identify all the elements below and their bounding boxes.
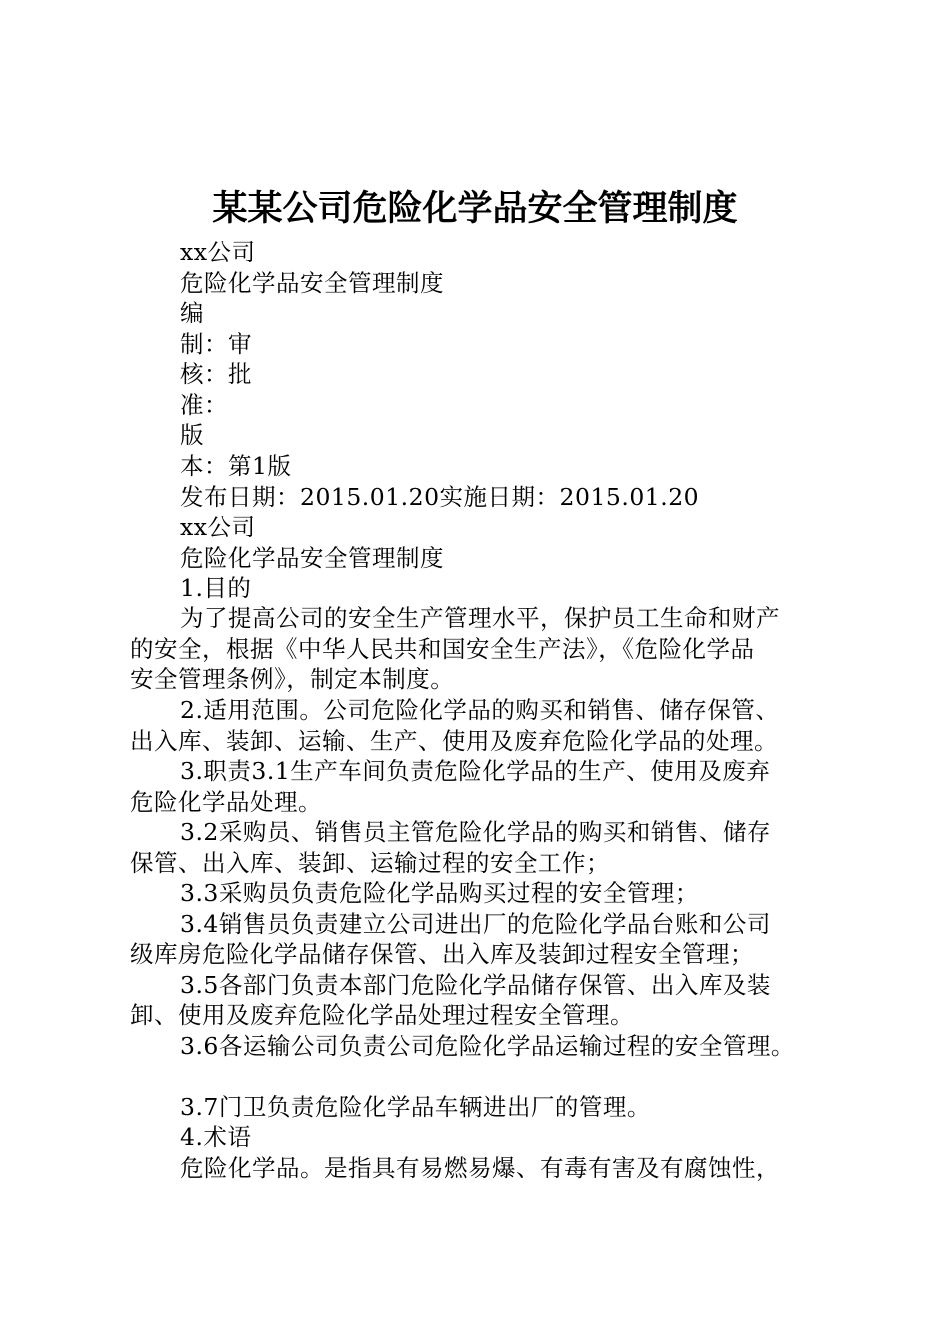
document-title: 某某公司危险化学品安全管理制度 xyxy=(212,188,738,229)
header-line-version: 本：第1版 xyxy=(180,452,292,480)
duty-3-1-line-2: 危险化学品处理。 xyxy=(130,788,322,816)
duty-3-5-line-1: 3.5各部门负责本部门危险化学品储存保管、出入库及装 xyxy=(180,971,771,999)
terms-line-1: 危险化学品。是指具有易燃易爆、有毒有害及有腐蚀性， xyxy=(180,1154,780,1182)
header-line-dates: 发布日期：2015.01.20实施日期：2015.01.20 xyxy=(180,483,700,511)
header-line-zhi-shen: 制：审 xyxy=(180,330,252,358)
duty-3-7: 3.7门卫负责危险化学品车辆进出厂的管理。 xyxy=(180,1093,651,1121)
header-line-he-pi: 核：批 xyxy=(180,360,252,388)
duty-3-6: 3.6各运输公司负责公司危险化学品运输过程的安全管理。 xyxy=(180,1032,795,1060)
purpose-line-3: 安全管理条例》，制定本制度。 xyxy=(130,665,455,693)
purpose-line-1: 为了提高公司的安全生产管理水平，保护员工生命和财产 xyxy=(180,604,780,632)
section-terms-heading: 4.术语 xyxy=(180,1123,252,1151)
duty-3-4-line-2: 级库房危险化学品储存保管、出入库及装卸过程安全管理； xyxy=(130,940,754,968)
header-doc-name: 危险化学品安全管理制度 xyxy=(180,269,444,297)
duty-3-5-line-2: 卸、使用及废弃危险化学品处理过程安全管理。 xyxy=(130,1001,634,1029)
scope-line-1: 2.适用范围。公司危险化学品的购买和销售、储存保管、 xyxy=(180,696,780,724)
section-purpose-heading: 1.目的 xyxy=(180,574,252,602)
header-company: xx公司 xyxy=(180,238,256,266)
purpose-line-2: 的安全，根据《中华人民共和国安全生产法》，《危险化学品 xyxy=(130,635,755,663)
scope-line-2: 出入库、装卸、运输、生产、使用及废弃危险化学品的处理。 xyxy=(130,727,778,755)
header-line-zhun: 准： xyxy=(180,391,228,419)
header-line-bian: 编 xyxy=(180,299,204,327)
body-company: xx公司 xyxy=(180,513,256,541)
duty-3-2-line-1: 3.2采购员、销售员主管危险化学品的购买和销售、储存 xyxy=(180,818,771,846)
duty-3-2-line-2: 保管、出入库、装卸、运输过程的安全工作； xyxy=(130,849,610,877)
duty-3-1-line-1: 3.职责3.1生产车间负责危险化学品的生产、使用及废弃 xyxy=(180,757,771,785)
duty-3-4-line-1: 3.4销售员负责建立公司进出厂的危险化学品台账和公司 xyxy=(180,910,771,938)
body-doc-name: 危险化学品安全管理制度 xyxy=(180,544,444,572)
duty-3-3: 3.3采购员负责危险化学品购买过程的安全管理； xyxy=(180,879,699,907)
header-line-ban: 版 xyxy=(180,421,204,449)
